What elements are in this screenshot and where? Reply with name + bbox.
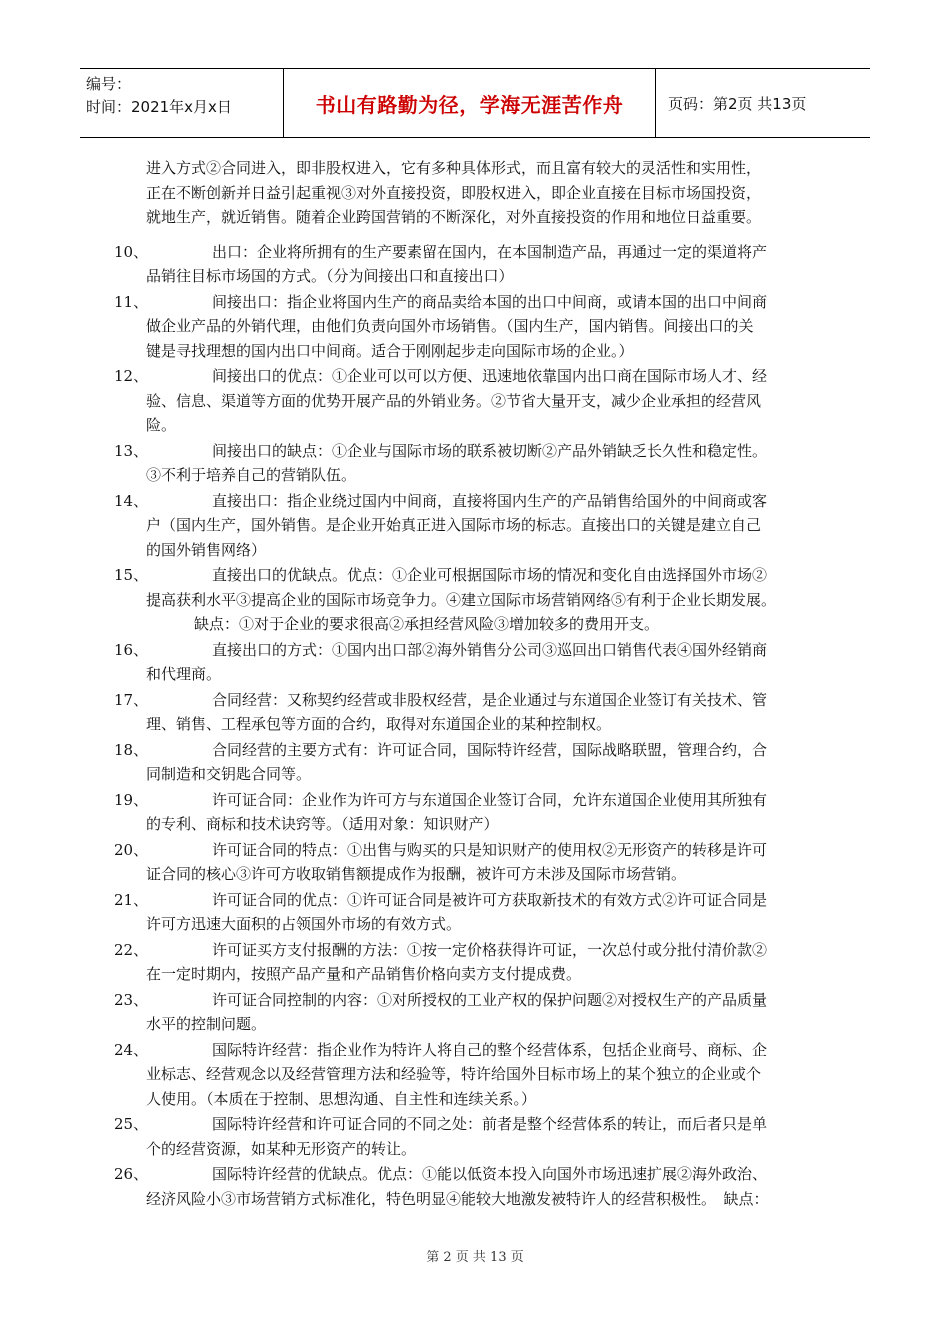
item-text: 键是寻找理想的国内出口中间商。适合于刚刚起步走向国际市场的企业。） xyxy=(146,341,634,360)
item-line xyxy=(146,712,842,737)
item-number: 25、 xyxy=(114,1115,149,1133)
item-line xyxy=(146,938,842,963)
item-line xyxy=(146,588,842,613)
item-number: 21、 xyxy=(114,890,149,909)
item-number: 24、 xyxy=(114,1040,149,1059)
item-number: 22、 xyxy=(114,940,149,959)
list-item xyxy=(112,838,842,887)
item-line xyxy=(146,439,842,464)
list-item xyxy=(112,439,842,488)
item-text: 业标志、经营观念以及经营管理方法和经验等，特许给国外目标市场上的某个独立的企业或个 xyxy=(146,1065,762,1083)
item-text: 许可证合同的优点：①许可证合同是被许可方获取新技术的有效方式②许可证合同是 xyxy=(212,890,768,909)
item-line xyxy=(146,290,842,315)
item-text: 户（国内生产，国外销售。是企业开始真正进入国际市场的标志。直接出口的关键是建立自己 xyxy=(146,516,762,534)
list-item xyxy=(112,290,842,364)
list-item xyxy=(112,638,842,687)
list-item xyxy=(112,738,842,787)
item-line xyxy=(146,1187,842,1212)
item-line xyxy=(146,264,842,289)
list-item xyxy=(112,988,842,1037)
item-line xyxy=(146,788,842,813)
item-number: 12、 xyxy=(114,367,149,385)
item-text: 直接出口的方式：①国内出口部②海外销售分公司③巡回出口销售代表④国外经销商 xyxy=(212,640,768,659)
item-text: 国际特许经营的优缺点。优点：①能以低资本投入向国外市场迅速扩展②海外政治、 xyxy=(212,1165,768,1183)
item-text: 出口：企业将所拥有的生产要素留在国内，在本国制造产品，再通过一定的渠道将产 xyxy=(212,242,768,261)
item-number: 18、 xyxy=(114,740,149,759)
list-item xyxy=(112,938,842,987)
item-line xyxy=(146,962,842,987)
item-text: 水平的控制问题。 xyxy=(146,1015,267,1033)
item-text: 合同经营：又称契约经营或非股权经营，是企业通过与东道国企业签订有关技术、管 xyxy=(212,690,768,709)
item-text: 直接出口：指企业绕过国内中间商，直接将国内生产的产品销售给国外的中间商或客 xyxy=(212,491,768,510)
item-line xyxy=(146,463,842,488)
item-text: 验、信息、渠道等方面的优势开展产品的外销业务。②节省大量开支，减少企业承担的经营风 xyxy=(146,391,762,410)
item-number: 14、 xyxy=(114,491,149,510)
item-line xyxy=(146,489,842,514)
numbered-list xyxy=(112,240,842,1212)
item-line xyxy=(146,888,842,913)
item-line xyxy=(146,1038,842,1063)
item-text: 个的经营资源，如某种无形资产的转让。 xyxy=(146,1139,417,1158)
header-motto: 书山有路勤为径，学海无涯苦作舟 xyxy=(284,69,656,137)
item-line xyxy=(146,364,842,389)
item-number: 20、 xyxy=(114,840,149,859)
item-text: 的专利、商标和技术诀窍等。（适用对象：知识财产） xyxy=(146,815,499,833)
item-line xyxy=(146,563,842,588)
item-text: 国际特许经营：指企业作为特许人将自己的整个经营体系，包括企业商号、商标、企 xyxy=(212,1040,768,1059)
item-number: 23、 xyxy=(114,990,149,1009)
item-line xyxy=(146,339,842,364)
item-line xyxy=(146,389,842,414)
item-text: 许可证合同控制的内容：①对所授权的工业产权的保护问题②对授权生产的产品质量 xyxy=(212,990,768,1009)
intro-line: 进入方式②合同进入，即非股权进入，它有多种具体形式，而且富有较大的灵活性和实用性， xyxy=(146,159,762,177)
intro-line: 正在不断创新并日益引起重视③对外直接投资，即股权进入，即企业直接在目标市场国投资， xyxy=(146,183,762,202)
item-text: 直接出口的优缺点。优点：①企业可根据国际市场的情况和变化自由选择国外市场② xyxy=(212,566,768,584)
item-number: 13、 xyxy=(114,441,149,460)
list-item xyxy=(112,489,842,563)
item-line xyxy=(146,413,842,438)
item-text: 间接出口的优点：①企业可以可以方便、迅速地依靠国内出口商在国际市场人才、经 xyxy=(212,367,768,385)
item-text: 险。 xyxy=(146,416,177,434)
item-line xyxy=(146,538,842,563)
code-label: 编号： xyxy=(86,75,132,93)
item-number: 19、 xyxy=(114,790,149,809)
list-item xyxy=(112,788,842,837)
item-line xyxy=(146,1012,842,1037)
item-sub-line: 缺点：①对于企业的要求很高②承担经营风险③增加较多的费用开支。 xyxy=(194,615,660,633)
item-text: 的国外销售网络） xyxy=(146,540,267,559)
list-item xyxy=(112,1112,842,1161)
time-label: 时间：2021年x月x日 xyxy=(86,98,232,116)
page-header xyxy=(80,68,870,138)
item-text: 品销往目标市场国的方式。（分为间接出口和直接出口） xyxy=(146,267,514,285)
item-text: 许可证买方支付报酬的方法：①按一定价格获得许可证，一次总付或分批付清价款② xyxy=(212,940,768,959)
item-line xyxy=(146,314,842,339)
item-text: 许可证合同：企业作为许可方与东道国企业签订合同，允许东道国企业使用其所独有 xyxy=(212,790,768,809)
item-number: 16、 xyxy=(114,640,149,659)
item-line xyxy=(146,662,842,687)
list-item xyxy=(112,1162,842,1211)
item-line xyxy=(146,1112,842,1137)
item-number: 15、 xyxy=(114,566,149,584)
item-text: 国际特许经营和许可证合同的不同之处：前者是整个经营体系的转让，而后者只是单 xyxy=(212,1115,768,1133)
item-text: 证合同的核心③许可方收取销售额提成作为报酬，被许可方未涉及国际市场营销。 xyxy=(146,865,687,883)
header-page-info: 页码：第2页 共13页 xyxy=(668,94,807,113)
item-line xyxy=(146,1162,842,1187)
item-line xyxy=(146,638,842,663)
item-number: 10、 xyxy=(114,242,149,261)
item-line xyxy=(146,1062,842,1087)
list-item xyxy=(112,563,842,637)
item-line xyxy=(146,812,842,837)
item-line xyxy=(146,988,842,1013)
item-line xyxy=(146,1137,842,1162)
document-body xyxy=(112,156,842,1212)
item-line xyxy=(146,762,842,787)
intro-paragraph xyxy=(112,156,842,230)
item-line xyxy=(146,838,842,863)
list-item xyxy=(112,688,842,737)
item-text: 同制造和交钥匙合同等。 xyxy=(146,765,312,783)
intro-line: 就地生产，就近销售。随着企业跨国营销的不断深化，对外直接投资的作用和地位日益重要。 xyxy=(146,208,762,226)
list-item xyxy=(112,240,842,289)
item-text: 许可方迅速大面积的占领国外市场的有效方式。 xyxy=(146,915,462,933)
header-meta xyxy=(80,69,284,137)
item-text: 合同经营的主要方式有：许可证合同，国际特许经营，国际战略联盟，管理合约，合 xyxy=(212,740,768,759)
item-text: 间接出口的缺点：①企业与国际市场的联系被切断②产品外销缺乏长久性和稳定性。 xyxy=(212,441,768,460)
item-text: ③不利于培养自己的营销队伍。 xyxy=(146,466,357,484)
item-line xyxy=(146,912,842,937)
item-text: 许可证合同的特点：①出售与购买的只是知识财产的使用权②无形资产的转移是许可 xyxy=(212,840,768,859)
item-text: 提高获利水平③提高企业的国际市场竞争力。④建立国际市场营销网络⑤有利于企业长期发展。 xyxy=(146,590,777,609)
list-item xyxy=(112,364,842,438)
item-text: 人使用。（本质在于控制、思想沟通、自主性和连续关系。） xyxy=(146,1089,537,1108)
item-text: 间接出口：指企业将国内生产的商品卖给本国的出口中间商，或请本国的出口中间商 xyxy=(212,292,768,311)
item-line xyxy=(146,738,842,763)
item-line xyxy=(146,240,842,265)
item-number: 26、 xyxy=(114,1165,149,1183)
item-line xyxy=(146,862,842,887)
item-text: 理、销售、工程承包等方面的合约，取得对东道国企业的某种控制权。 xyxy=(146,715,612,733)
list-item xyxy=(112,1038,842,1112)
item-line xyxy=(146,1087,842,1112)
item-line xyxy=(146,688,842,713)
item-text: 和代理商。 xyxy=(146,665,222,683)
item-line xyxy=(146,513,842,538)
page-footer: 第 2 页 共 13 页 xyxy=(426,1250,524,1265)
item-number: 11、 xyxy=(114,292,149,311)
item-number: 17、 xyxy=(114,690,149,709)
item-text: 经济风险小③市场营销方式标准化，特色明显④能较大地激发被特许人的经营积极性。 缺点： xyxy=(146,1189,769,1208)
item-text: 在一定时期内，按照产品产量和产品销售价格向卖方支付提成费。 xyxy=(146,965,582,983)
item-text: 做企业产品的外销代理，由他们负责向国外市场销售。（国内生产，国内销售。间接出口的关 xyxy=(146,317,754,335)
list-item xyxy=(112,888,842,937)
